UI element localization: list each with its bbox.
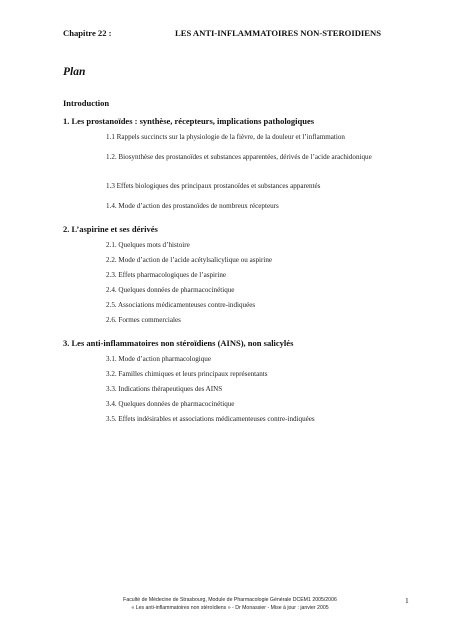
section-heading-2: 2. L’aspirine et ses dérivés bbox=[63, 224, 158, 234]
toc-item-3-3: 3.3. Indications thérapeutiques des AINS bbox=[106, 385, 223, 393]
toc-item-2-3: 2.3. Effets pharmacologiques de l’aspirine bbox=[106, 271, 227, 279]
toc-item-1-4: 1.4. Mode d’action des prostanoïdes de nombreux récepteurs bbox=[106, 202, 279, 210]
toc-item-2-5: 2.5. Associations médicamenteuses contre-indiquées bbox=[106, 301, 256, 309]
chapter-header bbox=[63, 28, 399, 42]
toc-item-2-6: 2.6. Formes commerciales bbox=[106, 316, 181, 324]
footer-line-1: Faculté de Médecine de Strasbourg, Module de Pharmacologie Générale DCEM1 2005/2006 bbox=[123, 597, 337, 603]
section-heading-1: 1. Les prostanoïdes : synthèse, récepteurs, implications pathologiques bbox=[63, 116, 315, 126]
toc-item-3-1: 3.1. Mode d’action pharmacologique bbox=[106, 355, 211, 363]
toc-item-1-2: 1.2. Biosynthèse des prostanoïdes et substances apparentées, dérivés de l’acide arachidonique bbox=[106, 153, 372, 161]
toc-item-2-4: 2.4. Quelques données de pharmacocinétique bbox=[106, 286, 235, 294]
toc-item-2-1: 2.1. Quelques mots d’histoire bbox=[106, 241, 190, 249]
toc-item-3-4: 3.4. Quelques données de pharmacocinétique bbox=[106, 400, 235, 408]
footer-line-2: « Les anti-inflammatoires non stéroïdiens » - Dr Monassier - Mise à jour : janvier 2005 bbox=[131, 605, 329, 611]
toc-item-1-1: 1.1 Rappels succincts sur la physiologie de la fièvre, de la douleur et l’inflammation bbox=[106, 133, 345, 141]
page-number: 1 bbox=[405, 596, 409, 605]
toc-item-3-2: 3.2. Familles chimiques et leurs principaux représentants bbox=[106, 370, 268, 378]
toc-item-2-2: 2.2. Mode d’action de l’acide acétylsalicylique ou aspirine bbox=[106, 256, 273, 264]
chapter-title: LES ANTI-INFLAMMATOIRES NON-STEROIDIENS bbox=[175, 28, 381, 38]
plan-title: Plan bbox=[63, 66, 86, 78]
section-heading-3: 3. Les anti-inflammatoires non stéroïdiens (AINS), non salicylés bbox=[63, 338, 294, 348]
toc-item-1-3: 1.3 Effets biologiques des principaux prostanoïdes et substances apparentés bbox=[106, 182, 321, 190]
intro-heading: Introduction bbox=[63, 98, 110, 108]
page-footer bbox=[100, 596, 360, 612]
toc-item-3-5: 3.5. Effets indésirables et associations médicamenteuses contre-indiquées bbox=[106, 415, 315, 423]
chapter-number: Chapitre 22 : bbox=[63, 28, 112, 38]
